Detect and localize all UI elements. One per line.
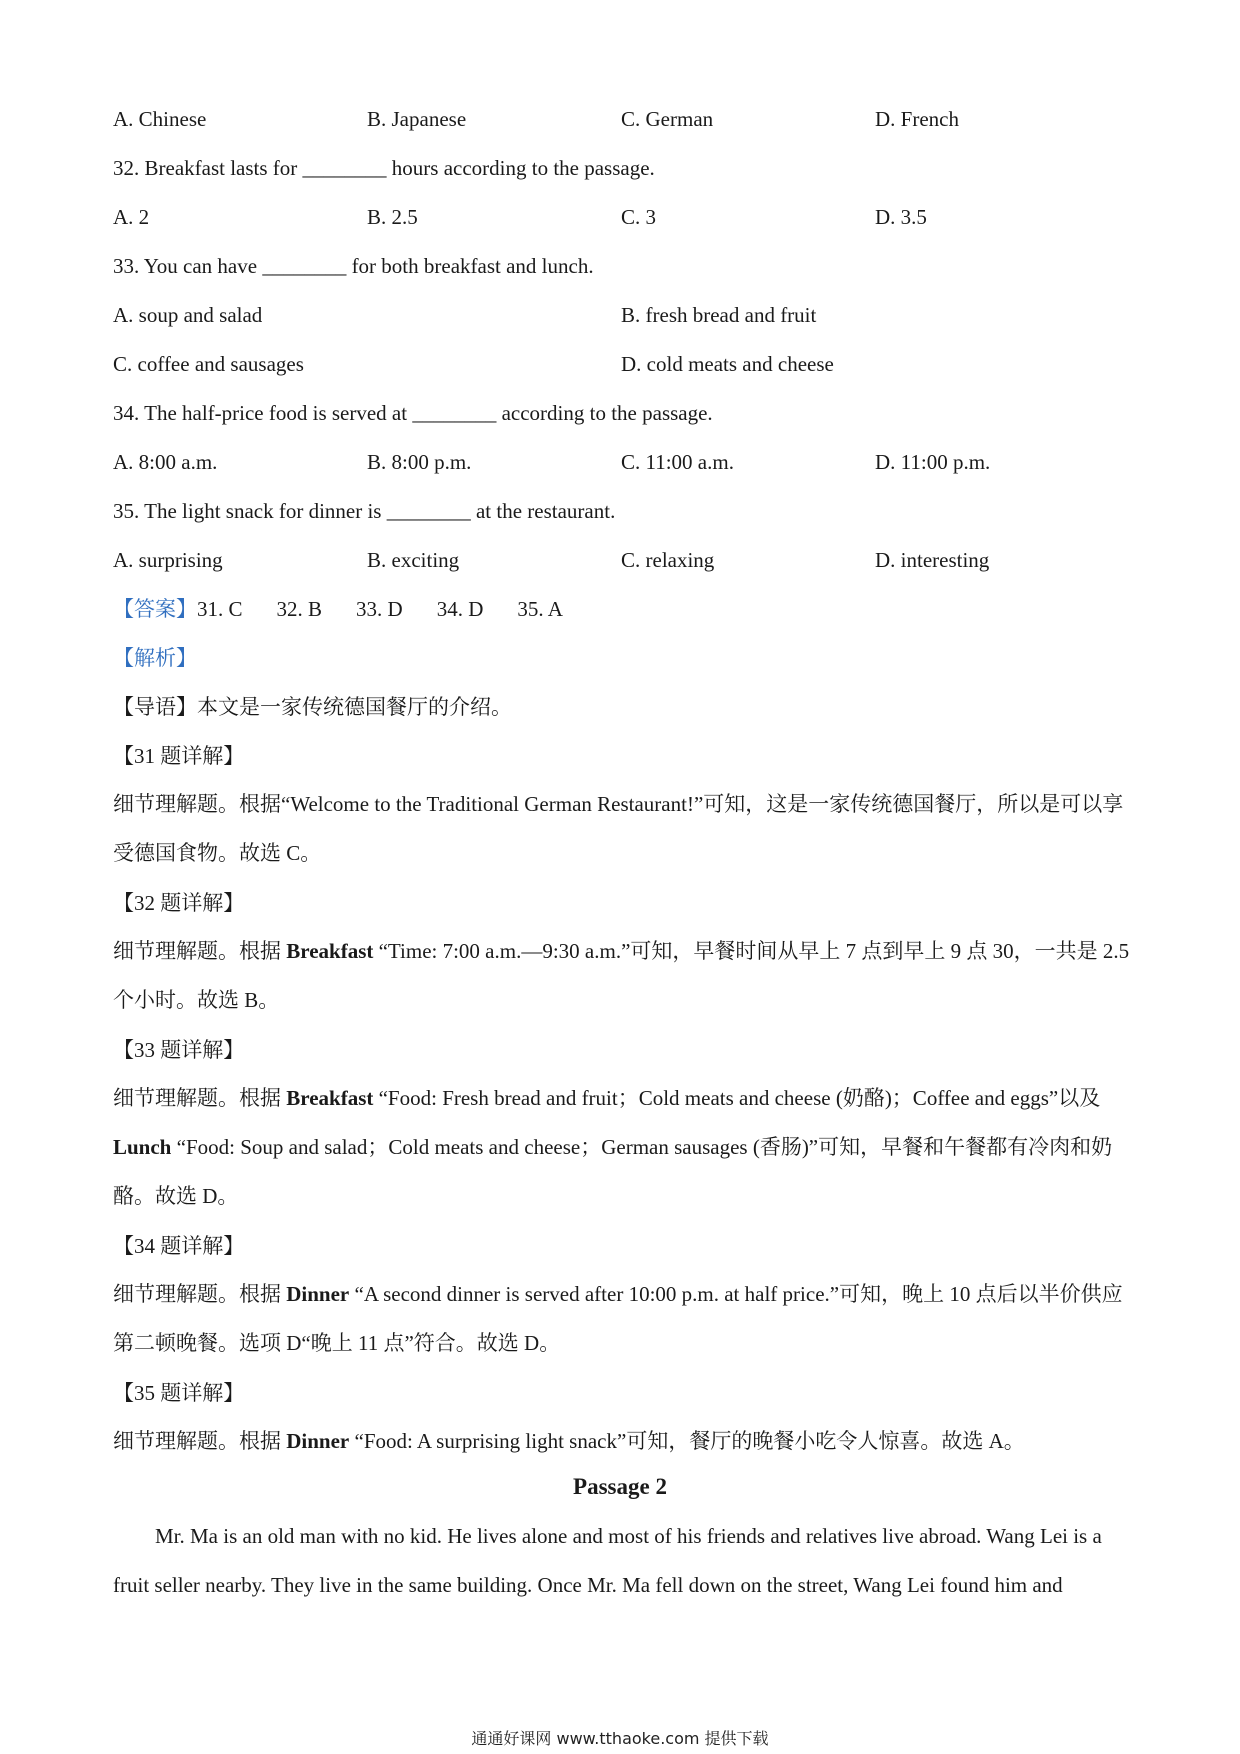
q32-option-a: A. 2 [113,205,150,229]
detail-35-post: “Food: A surprising light snack”可知，餐厅的晚餐小吃令人惊喜。故选 A。 [349,1429,1025,1453]
q32-stem: 32. Breakfast lasts for ________ hours according to the passage. [113,156,655,180]
answer-label: 【答案】 [113,597,197,621]
analysis-label: 【解析】 [113,646,197,670]
answer-item: 34. D [436,597,484,621]
detail-35-pre: 细节理解题。根据 [113,1429,287,1453]
detail-34-pre: 细节理解题。根据 [113,1282,287,1306]
q35-option-d: D. interesting [875,548,990,572]
intro-line: 【导语】本文是一家传统德国餐厅的介绍。 [113,695,512,719]
answer-item: 31. C [197,597,243,621]
q35-option-a: A. surprising [113,548,223,572]
detail-35-text [113,1417,1133,1466]
passage-2-paragraph: Mr. Ma is an old man with no kid. He lives alone and most of his friends and relatives live abroad. Wang Lei is a fruit seller nearby. They live in the same building. Once Mr. Ma fell down on the street, Wang Lei found him and [113,1524,1102,1597]
detail-33-bold-breakfast: Breakfast [286,1086,374,1110]
page-footer: 通通好课网 www.tthaoke.com 提供下载 [471,1729,769,1748]
q35-option-b: B. exciting [367,548,460,572]
detail-33-post: “Food: Soup and salad；Cold meats and cheese；German sausages (香肠)”可知，早餐和午餐都有冷肉和奶酪。故选 D。 [113,1135,1113,1208]
detail-32-bold: Breakfast [286,939,374,963]
q33-stem: 33. You can have ________ for both breakfast and lunch. [113,254,594,278]
q34-stem: 34. The half-price food is served at ________ according to the passage. [113,401,713,425]
q31-option-a: A. Chinese [113,107,207,131]
q35-stem: 35. The light snack for dinner is ________ at the restaurant. [113,499,616,523]
q32-option-b: B. 2.5 [367,205,418,229]
detail-33-text [113,1074,1133,1221]
q31-option-d: D. French [875,107,959,131]
detail-31-paragraph: 细节理解题。根据“Welcome to the Traditional German Restaurant!”可知，这是一家传统德国餐厅，所以是可以享受德国食物。故选 C。 [113,792,1124,865]
q35-option-c: C. relaxing [621,548,715,572]
q31-option-b: B. Japanese [367,107,467,131]
q33-option-a: A. soup and salad [113,303,263,327]
answer-item: 32. B [276,597,323,621]
detail-33-bold-lunch: Lunch [113,1135,172,1159]
detail-35-title: 【35 题详解】 [113,1381,245,1405]
q34-option-a: A. 8:00 a.m. [113,450,218,474]
detail-34-post: “A second dinner is served after 10:00 p.m. at half price.”可知，晚上 10 点后以半价供应第二顿晚餐。选项 D“晚上 11 点”符合。故选 D。 [113,1282,1123,1355]
answer-item: 35. A [517,597,563,621]
passage-2-heading: Passage 2 [573,1474,667,1499]
detail-34-title: 【34 题详解】 [113,1234,245,1258]
detail-33-pre: 细节理解题。根据 [113,1086,287,1110]
q33-option-d: D. cold meats and cheese [621,352,834,376]
detail-34-bold: Dinner [286,1282,350,1306]
answer-item: 33. D [356,597,403,621]
detail-32-pre: 细节理解题。根据 [113,939,287,963]
detail-31-text [113,780,1133,878]
passage-2-text [113,1512,1133,1610]
q32-option-c: C. 3 [621,205,657,229]
q34-option-b: B. 8:00 p.m. [367,450,472,474]
q33-option-b: B. fresh bread and fruit [621,303,817,327]
q32-option-d: D. 3.5 [875,205,927,229]
detail-33-title: 【33 题详解】 [113,1038,245,1062]
detail-35-bold: Dinner [286,1429,350,1453]
detail-31-title: 【31 题详解】 [113,744,245,768]
detail-32-text [113,927,1133,1025]
q31-option-c: C. German [621,107,714,131]
detail-33-mid: “Food: Fresh bread and fruit；Cold meats and cheese (奶酪)；Coffee and eggs”以及 [373,1086,1101,1110]
answer-row [113,594,597,624]
q34-option-d: D. 11:00 p.m. [875,450,991,474]
detail-32-title: 【32 题详解】 [113,891,245,915]
detail-34-text [113,1270,1133,1368]
q34-option-c: C. 11:00 a.m. [621,450,734,474]
q33-option-c: C. coffee and sausages [113,352,304,376]
detail-32-post: “Time: 7:00 a.m.—9:30 a.m.”可知，早餐时间从早上 7 点到早上 9 点 30，一共是 2.5 个小时。故选 B。 [113,939,1130,1012]
